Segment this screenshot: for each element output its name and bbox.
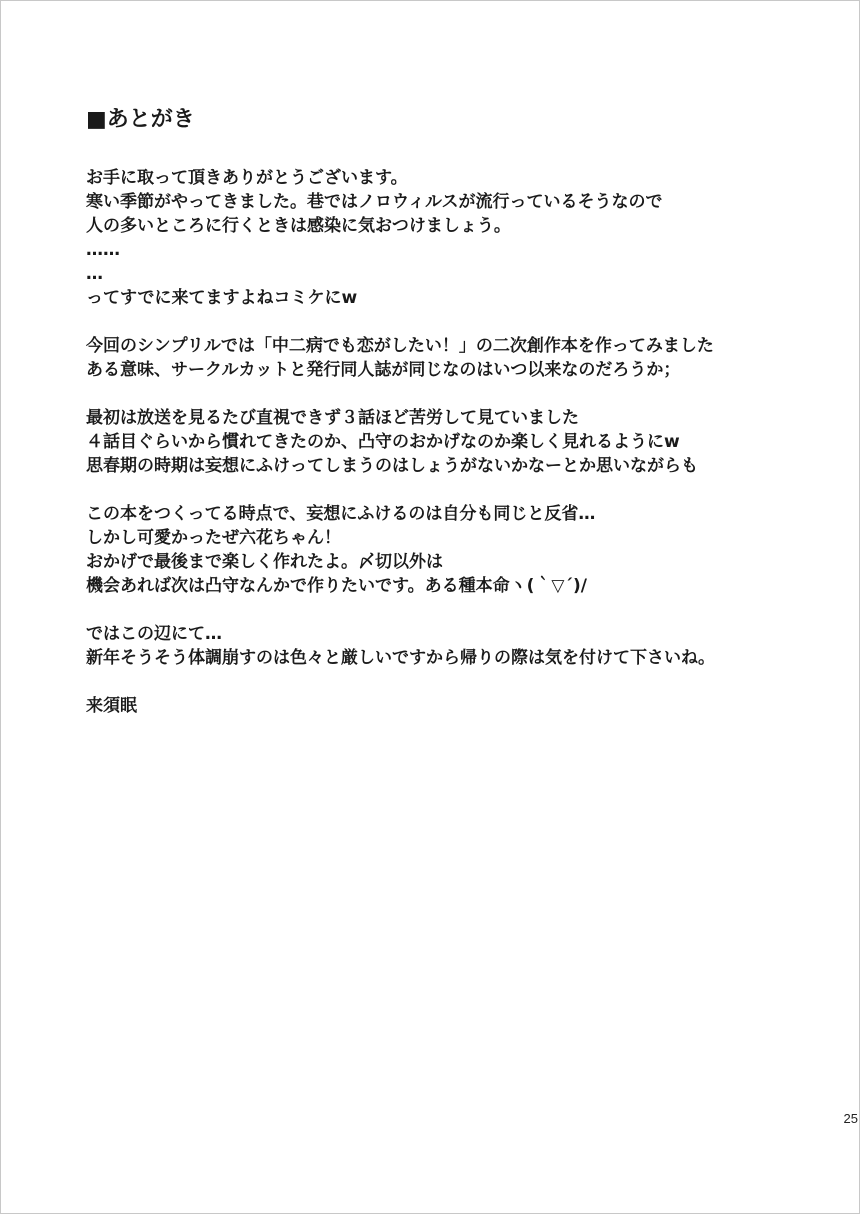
paragraph-impressions — [86, 406, 826, 478]
text-line: 今回のシンプリルでは「中二病でも恋がしたい！」の二次創作本を作ってみました — [86, 336, 714, 356]
text-line: おかげで最後まで楽しく作れたよ。〆切以外は — [86, 552, 443, 572]
text-line: ってすでに来てますよねコミケにw — [86, 288, 358, 308]
afterword — [86, 107, 826, 718]
text-line: …… — [86, 240, 120, 260]
text-line: 寒い季節がやってきました。巷ではノロウィルスが流行っているそうなので — [86, 192, 663, 212]
paragraph-about-book — [86, 334, 826, 382]
text-line: … — [86, 264, 103, 284]
paragraph-reflection — [86, 502, 826, 598]
text-line: 機会あれば次は凸守なんかで作りたいです。ある種本命ヽ(｀▽´)/ — [86, 576, 587, 596]
author-signature: 来須眠 — [86, 696, 137, 716]
text-line: ある意味、サークルカットと発行同人誌が同じなのはいつ以来なのだろうか； — [86, 360, 681, 380]
text-line: しかし可愛かったぜ六花ちゃん！ — [86, 528, 341, 548]
text-line: 人の多いところに行くときは感染に気おつけましょう。 — [86, 216, 511, 236]
text-line: ４話目ぐらいから慣れてきたのか、凸守のおかげなのか楽しく見れるようにw — [86, 432, 680, 452]
paragraph-closing — [86, 622, 826, 670]
text-line: 新年そうそう体調崩すのは色々と厳しいですから帰りの際は気を付けて下さいね。 — [86, 648, 715, 668]
text-line: この本をつくってる時点で、妄想にふけるのは自分も同じと反省… — [86, 504, 596, 524]
text-line: 最初は放送を見るたび直視できず３話ほど苦労して見ていました — [86, 408, 579, 428]
paragraph-greeting — [86, 166, 826, 310]
text-line: ではこの辺にて… — [86, 624, 222, 644]
page-title: ■あとがき — [86, 107, 195, 132]
page-number: 25 — [843, 1111, 858, 1126]
text-line: お手に取って頂きありがとうございます。 — [86, 168, 408, 188]
text-line: 思春期の時期は妄想にふけってしまうのはしょうがないかなーとか思いながらも — [86, 456, 698, 476]
